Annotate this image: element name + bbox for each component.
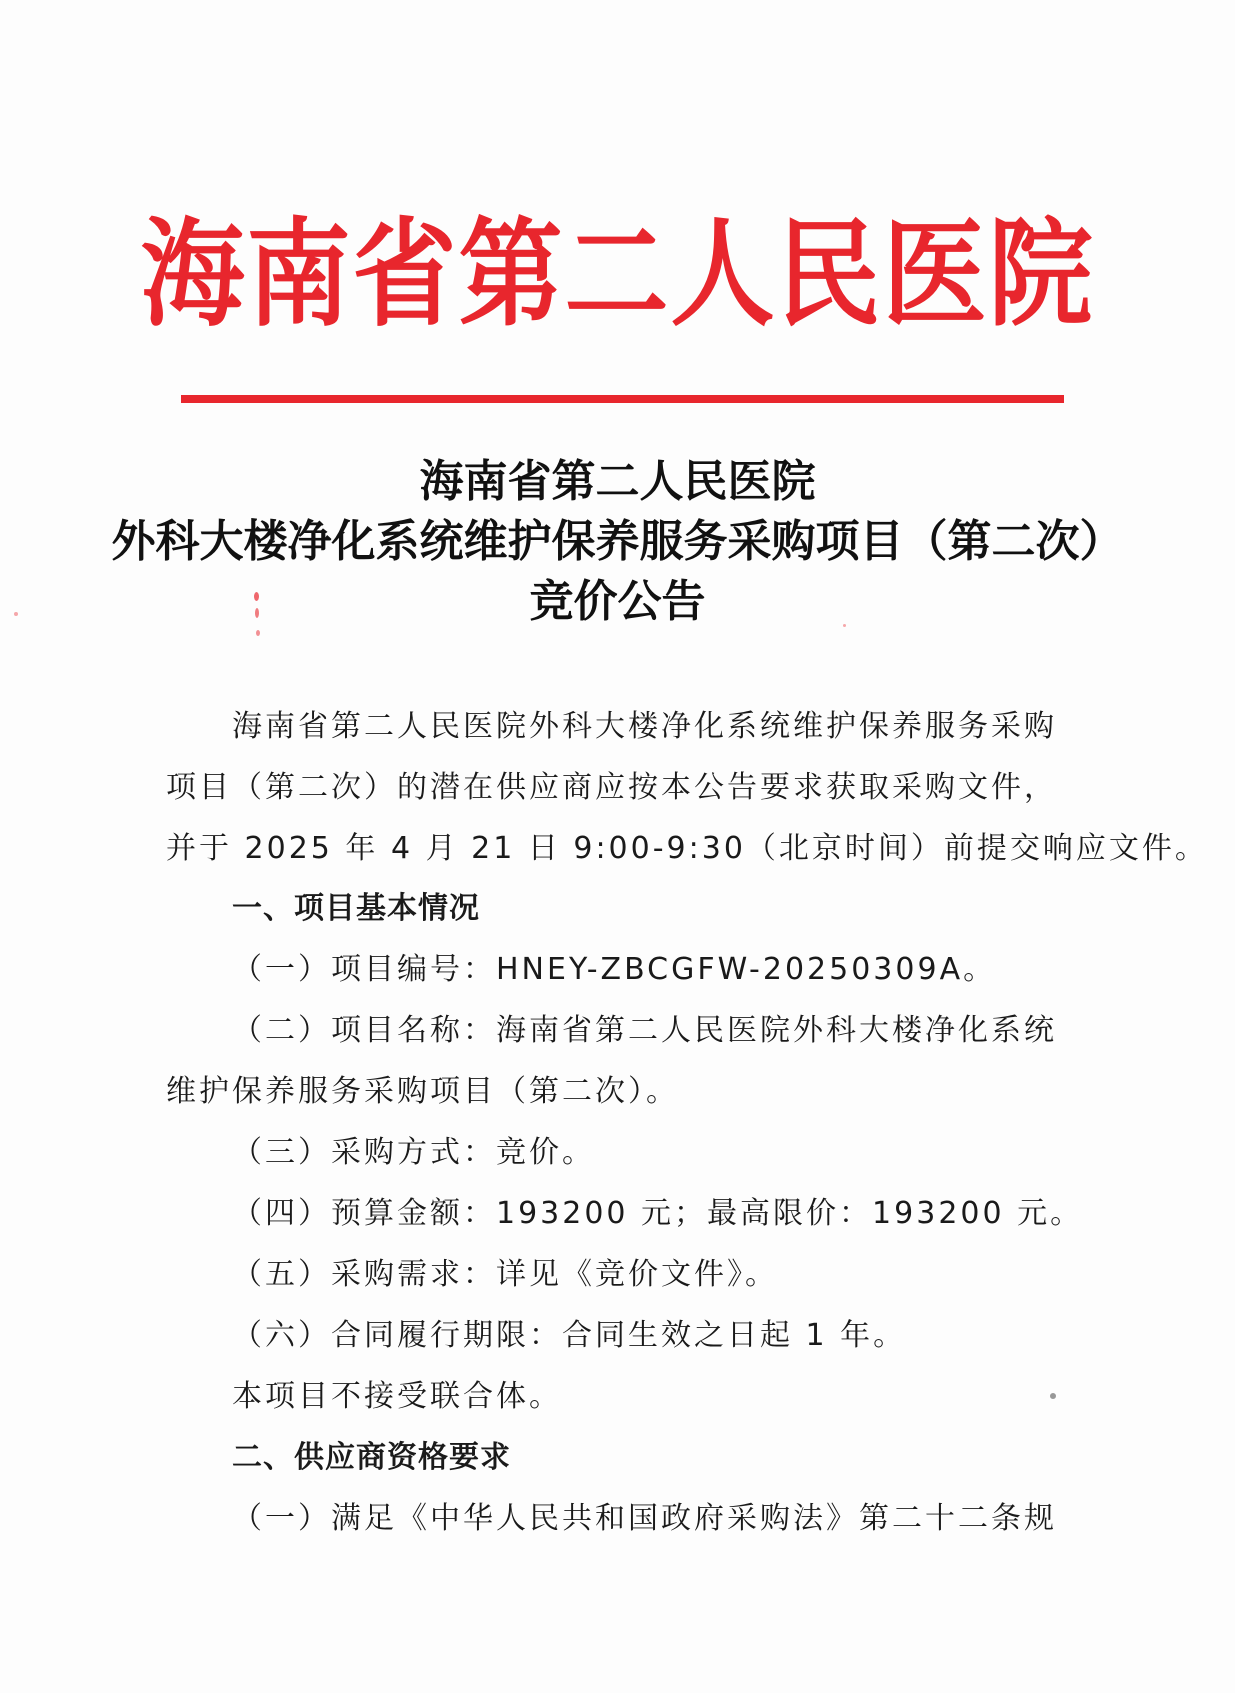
stamp-speck — [843, 624, 846, 627]
stamp-speck — [14, 612, 18, 616]
section1-item: （六）合同履行期限：合同生效之日起 1 年。 — [232, 1318, 907, 1353]
section-heading-2: 二、供应商资格要求 — [232, 1440, 511, 1475]
section2-item: （一）满足《中华人民共和国政府采购法》第二十二条规 — [232, 1501, 1057, 1536]
section-heading-1: 一、项目基本情况 — [232, 891, 480, 926]
section1-item: （四）预算金额：193200 元；最高限价：193200 元。 — [232, 1196, 1084, 1231]
stamp-speck — [254, 592, 259, 601]
section1-item: （一）项目编号：HNEY-ZBCGFW-20250309A。 — [232, 952, 997, 987]
title-line-1: 海南省第二人民医院 — [419, 456, 816, 507]
intro-line-3: 并于 2025 年 4 月 21 日 9:00-9:30（北京时间）前提交响应文件。 — [166, 831, 1208, 866]
section1-note: 本项目不接受联合体。 — [232, 1379, 562, 1414]
stamp-speck — [256, 630, 260, 636]
intro-line-1: 海南省第二人民医院外科大楼净化系统维护保养服务采购 — [232, 709, 1057, 744]
section1-item: （二）项目名称：海南省第二人民医院外科大楼净化系统 — [232, 1013, 1057, 1048]
section1-item: （三）采购方式：竞价。 — [232, 1135, 595, 1170]
stamp-speck — [255, 608, 259, 618]
announcement-title — [0, 452, 1235, 632]
title-line-2: 外科大楼净化系统维护保养服务采购项目（第二次） — [111, 516, 1124, 567]
intro-line-2: 项目（第二次）的潜在供应商应按本公告要求获取采购文件， — [166, 770, 1057, 805]
letterhead-red-rule — [181, 395, 1064, 403]
section1-item: 维护保养服务采购项目（第二次）。 — [166, 1074, 679, 1109]
title-line-3: 竞价公告 — [529, 576, 706, 627]
section1-item: （五）采购需求：详见《竞价文件》。 — [232, 1257, 778, 1292]
letterhead-title: 海南省第二人民医院 — [140, 204, 1095, 343]
